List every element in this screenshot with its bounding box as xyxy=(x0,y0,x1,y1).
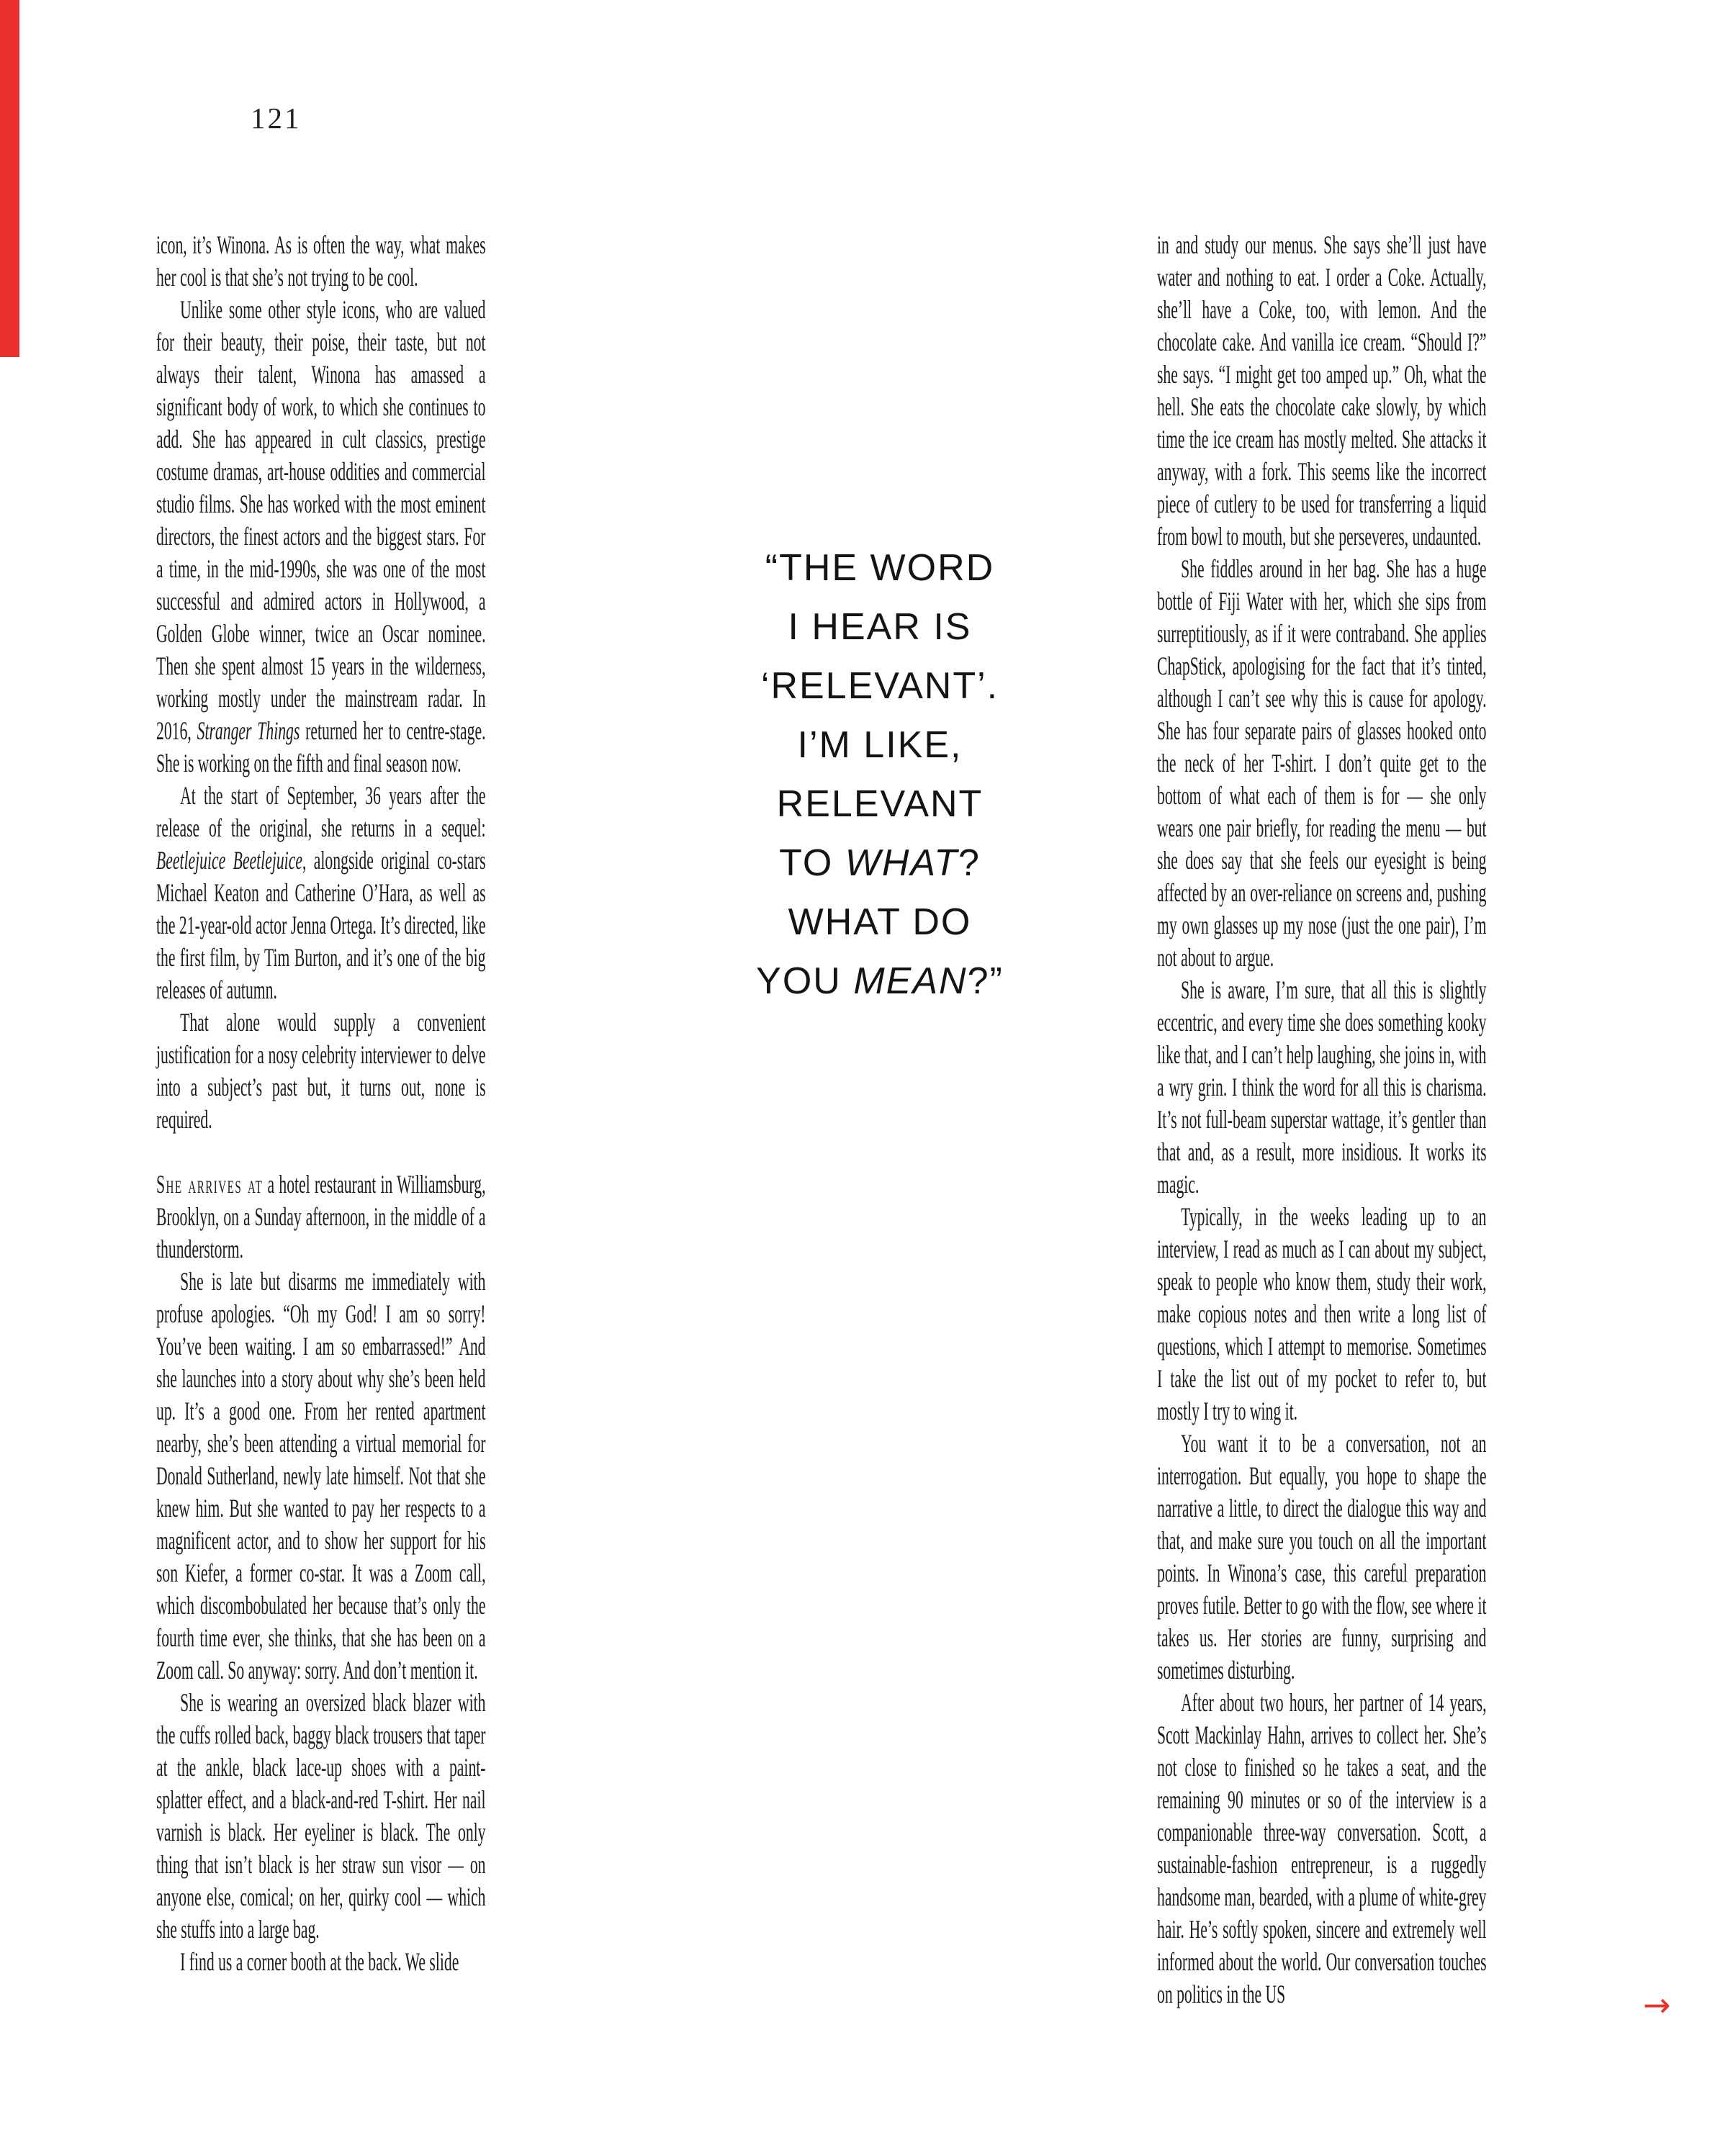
paragraph: She is wearing an oversized black blazer with the cuffs rolled back, baggy black trousers that taper at the ankle, black lace-up shoes with a paint-splatter effect, and a black-and-red T-shirt. Her nail varnish is black. Her eyeliner is black. The only thing that isn’t black is her straw sun visor — on anyone else, comical; on her, quirky cool — which she stuffs into a large bag. xyxy=(156,1688,486,1944)
paragraph: You want it to be a conversation, not an interrogation. But equally, you hope to shape the narrative a little, to direct the dialogue this way and that, and make sure you touch on all the important points. In Winona’s case, this careful preparation proves futile. Better to go with the flow, see where it takes us. Her stories are funny, surprising and sometimes disturbing. xyxy=(1157,1429,1487,1684)
paragraph: At the start of September, 36 years after the release of the original, she returns in a sequel: Beetlejuice Beetlejuice, alongside original co-stars Michael Keaton and Catherine O’Hara, as well as the 21-year-old actor Jenna Ortega. It’s directed, like the first film, by Tim Burton, and it’s one of the big releases of autumn. xyxy=(156,781,486,1004)
page-number: 121 xyxy=(251,102,302,135)
paragraph: Typically, in the weeks leading up to an interview, I read as much as I can about my subject, speak to people who know them, study their work, make copious notes and then write a long list of questions, which I attempt to memorise. Sometimes I take the list out of my pocket to refer to, but mostly I try to wing it. xyxy=(1157,1202,1487,1425)
pull-quote-line: “THE WORD xyxy=(765,547,995,589)
paragraph: Unlike some other style icons, who are valued for their beauty, their poise, their taste, but not always their talent, Winona has amassed a significant body of work, to which she continues to add. She has appeared in cult classics, prestige costume dramas, art-house oddities and commercial studio films. She has worked with the most eminent directors, the finest actors and the biggest stars. For a time, in the mid-1990s, she was one of the most successful and admired actors in Hollywood, a Golden Globe winner, twice an Oscar nominee. Then she spent almost 15 years in the wilderness, working mostly under the mainstream radar. In 2016, Stranger Things returned her to centre-stage. She is working on the fifth and final season now. xyxy=(156,295,486,777)
pull-quote-line: WHAT DO xyxy=(788,901,972,943)
paragraph: That alone would supply a convenient justification for a nosy celebrity interviewer to delve into a subject’s past but, it turns out, none is required. xyxy=(156,1008,486,1134)
paragraph: I find us a corner booth at the back. We slide xyxy=(180,1947,459,1976)
paragraph: in and study our menus. She says she’ll just have water and nothing to eat. I order a Coke. Actually, she’ll have a Coke, too, with lemon. And the chocolate cake. And vanilla ice cream. “Should I?” she says. “I might get too amped up.” Oh, what the hell. She eats the chocolate cake slowly, by which time the ice cream has mostly melted. She attacks it anyway, with a fork. This seems like the incorrect piece of cutlery to be used for transferring a liquid from bowl to mouth, but she perseveres, undaunted. xyxy=(1157,230,1487,551)
article-column-left xyxy=(156,229,486,1978)
pull-quote-line: I’M LIKE, xyxy=(797,724,963,766)
paragraph: She arrives at a hotel restaurant in Williamsburg, Brooklyn, on a Sunday afternoon, in the middle of a thunderstorm. xyxy=(156,1170,486,1263)
pull-quote xyxy=(678,538,1081,1011)
paragraph: She is late but disarms me immediately with profuse apologies. “Oh my God! I am so sorry! You’ve been waiting. I am so embarrassed!” And she launches into a story about why she’s been held up. It’s a good one. From her rented apartment nearby, she’s been attending a virtual memorial for Donald Sutherland, newly late himself. Not that she knew him. But she wanted to pay her respects to a magnificent actor, and to show her support for his son Kiefer, a former co-star. It was a Zoom call, which discombobulated her because that’s only the fourth time ever, she thinks, that she has been on a Zoom call. So anyway: sorry. And don’t mention it. xyxy=(156,1267,486,1684)
pull-quote-line: RELEVANT xyxy=(776,783,984,825)
continuation-arrow-icon: → xyxy=(1643,1985,1671,2024)
paragraph: icon, it’s Winona. As is often the way, what makes her cool is that she’s not trying to be cool. xyxy=(156,230,486,292)
paragraph: She is aware, I’m sure, that all this is slightly eccentric, and every time she does something kooky like that, and I can’t help laughing, she joins in, with a wry grin. I think the word for all this is charisma. It’s not full-beam superstar wattage, it’s gentler than that and, as a result, more insidious. It works its magic. xyxy=(1157,975,1487,1199)
accent-bar xyxy=(0,0,19,357)
paragraph: She fiddles around in her bag. She has a huge bottle of Fiji Water with her, which she sips from surreptitiously, as if it were contraband. She applies ChapStick, apologising for the fact that it’s tinted, although I can’t see why this is cause for apology. She has four separate pairs of glasses hooked onto the neck of her T-shirt. I don’t quite get to the bottom of what each of them is for — she only wears one pair briefly, for reading the menu — but she does say that she feels our eyesight is being affected by an over-reliance on screens and, pushing my own glasses up my nose (just the one pair), I’m not about to argue. xyxy=(1157,554,1487,972)
pull-quote-line: I HEAR IS xyxy=(788,606,972,648)
pull-quote-line: ‘RELEVANT’. xyxy=(760,665,999,707)
pull-quote-line: YOU MEAN?” xyxy=(756,960,1004,1002)
article-column-right xyxy=(1157,229,1487,2011)
paragraph: After about two hours, her partner of 14 years, Scott Mackinlay Hahn, arrives to collect her. She’s not close to finished so he takes a seat, and the remaining 90 minutes or so of the interview is a companionable three-way conversation. Scott, a sustainable-fashion entrepreneur, is a ruggedly handsome man, bearded, with a plume of white-grey hair. He’s softly spoken, sincere and extremely well informed about the world. Our conversation touches on politics in the US xyxy=(1157,1688,1487,2008)
pull-quote-line: TO WHAT? xyxy=(779,842,981,884)
